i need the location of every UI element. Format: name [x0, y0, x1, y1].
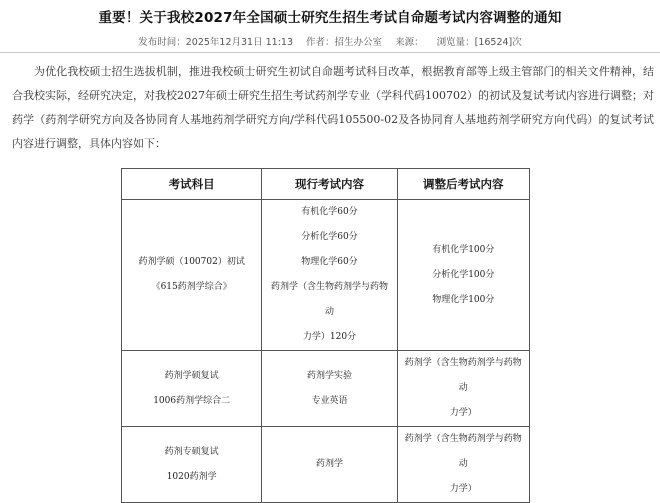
- view-count: 浏览量：[16524]次: [436, 37, 522, 48]
- current-content-cell: [262, 427, 397, 503]
- table-row: [122, 351, 530, 427]
- table-row: [122, 427, 530, 503]
- cell-line: 分析化学60分: [301, 232, 358, 242]
- subject-cell: [122, 351, 262, 427]
- cell-line: 有机化学100分: [432, 244, 495, 255]
- cell-line: 药剂学硕（100702）初试: [138, 257, 245, 267]
- cell-line: 分析化学100分: [432, 269, 495, 280]
- cell-line: 《615药剂学综合》: [151, 282, 232, 292]
- cell-line: 力学）120分: [302, 332, 357, 342]
- subject-cell: [122, 427, 262, 503]
- cell-line: 物理化学100分: [432, 294, 495, 305]
- notice-paragraph: 为优化我校硕士招生选拔机制，推进我校硕士研究生初试自命题考试科目改革，根据教育部等上级主管部门的相关文件精神，结合我校实际，经研究决定，对我校2027年硕士研究生招生考试药剂学专业（学科代码100702）的初试及复试考试内容进行调整；对药学（药剂学研究方向及各协同育人基地药剂学研究方向/学科代码105500-02及各协同育人基地药剂学研究方向代码）的复试考试内容进行调整，具体内容如下：: [12, 65, 654, 150]
- author: 作者：招生办公室: [306, 37, 383, 48]
- cell-line: 有机化学60分: [301, 207, 358, 217]
- current-content-cell: [262, 351, 397, 427]
- adjusted-content-cell: [397, 351, 529, 427]
- header-adjusted-content: 调整后考试内容: [397, 169, 529, 200]
- cell-line: 专业英语: [311, 395, 348, 406]
- cell-line: 1006药剂学综合二: [153, 395, 231, 406]
- header-divider: [0, 52, 660, 53]
- table-row: [122, 200, 530, 351]
- cell-line: 力学）: [449, 408, 477, 418]
- notice-meta: [0, 34, 660, 48]
- cell-line: 药剂学: [315, 459, 343, 469]
- exam-content-table: [121, 168, 530, 503]
- header-subject: 考试科目: [122, 169, 262, 200]
- header-current-content: 现行考试内容: [262, 169, 397, 200]
- cell-line: 物理化学60分: [301, 257, 358, 267]
- cell-line: 力学）: [449, 484, 477, 494]
- notice-title: 重要！关于我校2027年全国硕士研究生招生考试自命题考试内容调整的通知: [98, 10, 562, 26]
- adjusted-content-cell: [397, 427, 529, 503]
- cell-line: 药剂专硕复试: [164, 446, 219, 457]
- source: 来源：: [395, 37, 424, 48]
- cell-line: 药剂学实验: [306, 370, 352, 381]
- cell-line: 1020药剂学: [166, 471, 217, 482]
- publish-time: 发布时间：2025年12月31日 11:13: [138, 37, 293, 48]
- cell-line: 药剂学（含生物药剂学与药物动: [404, 434, 522, 469]
- cell-line: 药剂学（含生物药剂学与药物动: [404, 358, 522, 393]
- current-content-cell: [262, 200, 397, 351]
- subject-cell: [122, 200, 262, 351]
- cell-line: 药剂学（含生物药剂学与药物动: [270, 282, 388, 317]
- table-header-row: [122, 169, 530, 200]
- cell-line: 药剂学硕复试: [164, 370, 219, 381]
- adjusted-content-cell: [397, 200, 529, 351]
